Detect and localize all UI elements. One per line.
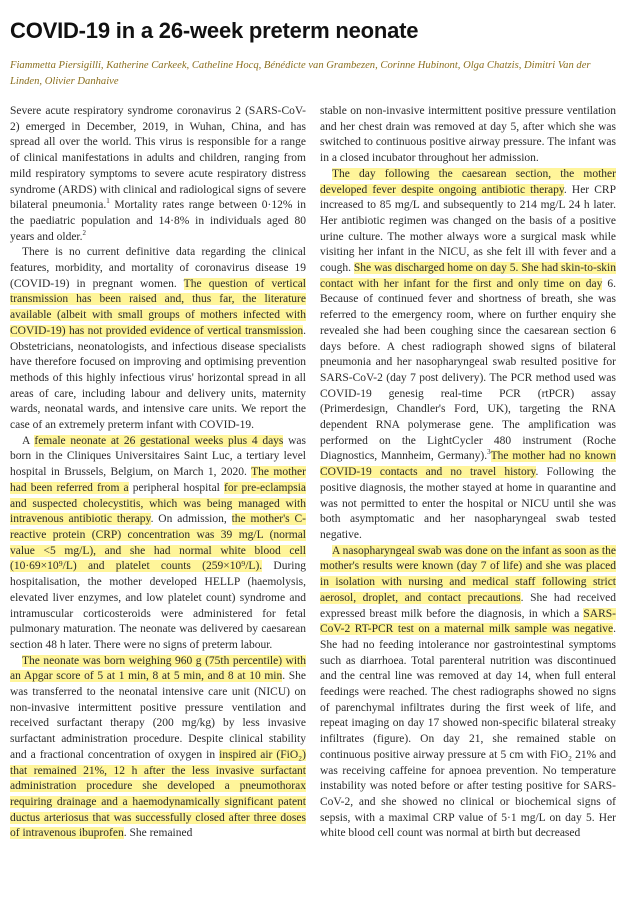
paragraph-vertical-transmission: There is no current definitive data regarding the clinical features, morbidity, and mortality of coronavirus disease 19 (COVID-19) in pregnant women. The question of vertical transmission has been raised and, thus far, the literature available (albeit with small groups of mothers infected with COVID-19) has not provided evidence of vertical transmission. Obstetricians, neonatologists, and infectious disease specialists have therefore focused on improving and optimising prevention methods of this highly infectious virus' horizontal spread in all areas of care, including labour and delivery units, maternity wards, neonatal wards, and intensive care units. We report the case of an extremely preterm infant with COVID-19. — [10, 246, 306, 432]
highlight: for pre-eclampsia and suspected cholecystitis, which was being managed with intravenous antibiotic therapy — [10, 481, 306, 526]
paragraph-intro: Severe acute respiratory syndrome coronavirus 2 (SARS-CoV-2) emerged in December, 2019, in Wuhan, China, and has spread all over the world. This virus is responsible for a range of clinical manifestations in adults and children, ranging from mild respiratory symptoms to severe acute respiratory distress syndrome (ARDS) with clinical and radiological signs of severe bilateral pneumonia.$^1$ Mortality rates range between 0·12% in the paediatric population and 14·8% in individuals aged 80 years and older.$^2$ — [10, 105, 306, 243]
left-column — [10, 104, 306, 842]
highlight: The mother had no known COVID-19 contacts and no travel history — [320, 450, 616, 479]
article-title: COVID-19 in a 26-week preterm neonate — [10, 18, 419, 43]
highlight: The day following the caesarean section, the mother developed fever despite ongoing antibiotic therapy — [320, 167, 616, 196]
highlight: female neonate at 26 gestational weeks plus 4 days — [34, 434, 284, 447]
paragraph-infant-testing: A nasopharyngeal swab was done on the infant as soon as the mother's results were known (day 7 of life) and she was placed in isolation with nursing and medical staff following strict aerosol, droplet, and contact precautions. She had received expressed breast milk before the diagnosis, in which a SARS-CoV-2 RT-PCR test on a maternal milk sample was negative. She had no feeding intolerance nor gastrointestinal symptoms such as diarrhoea. Total parenteral nutrition was discontinued and the central line was removed at day 14, when full enteral feedings were reached. The chest radiographs showed no signs of parenchymal infiltrates during the first week of life, and repeat imaging on day 17 showed non-specific bilateral streaky infiltrates (figure). On day 21, she remained stable on continuous positive airway pressure at 5 cm with FiO₂ 21% and was receiving caffeine for apnoea prevention. No temperature instability was noted before or after testing positive for SARS-CoV-2, and she showed no clinical or biochemical signs of sepsis, with a maximal CRP value of 5·1 mg/L on day 5. Her white blood cell count was normal at birth but decreased — [320, 544, 616, 840]
highlight: SARS-CoV-2 RT-PCR test on a maternal milk sample was negative — [320, 607, 616, 636]
highlight: inspired air (FiO₂) that remained 21%, 12 h after the less invasive surfactant administration procedure she developed a pneumothorax requiring drainage and a haemodynamically significant patent ductus arteriosus that was successfully closed after three doses of intravenous ibuprofen — [10, 748, 306, 840]
author-list: Fiammetta Piersigilli, Katherine Carkeek, Catheline Hocq, Bénédicte van Grambezen, Corinne Hubinont, Olga Chatzis, Dimitri Van der Linden, Olivier Danhaive — [10, 60, 591, 87]
paragraph-mother-course: The day following the caesarean section, the mother developed fever despite ongoing antibiotic therapy. Her CRP increased to 85 mg/L and subsequently to 214 mg/L 24 h later. Her antibiotic regimen was changed on the basis of a positive urine culture. The mother always wore a surgical mask while visiting her infant in the NICU, as she felt ill with fever and a cough. She was discharged home on day 5. She had skin-to-skin contact with her infant for the first and only time on day 6. Because of continued fever and shortness of breath, she was referred to the emergency room, where on further enquiry she revealed she had been coughing since the caesarean section 6 days before. A chest radiograph showed signs of bilateral pneumonia and her nasopharyngeal swab resulted positive for SARS-CoV-2 (day 7 post delivery). The PCR method used was COVID-19 genesig real-time PCR (rtPCR) assay (Primerdesign, Chandler's Ford, UK), targeting the RNA dependent RNA polymerase gene. The amplification was performed on the LightCycler 480 instrument (Roche Diagnostics, Mannheim, Germany).$^3$The mother had no known COVID-19 contacts and no travel history. Following the positive diagnosis, the mother stayed at home in quarantine and was not permitted to enter the hospital or NICU until she was both asymptomatic and her nasopharyngeal swab tested negative. — [320, 167, 617, 541]
highlight: the mother's C-reactive protein (CRP) concentration was 39 mg/L (normal value <5 mg/L), and she had normal white blood cell (10·69×10⁹/L) and platelet counts (259×10⁹/L). — [10, 513, 307, 573]
paragraph-case: A female neonate at 26 gestational weeks plus 4 days was born in the Cliniques Universitaires Saint Luc, a tertiary level hospital in Brussels, Belgium, on March 1, 2020. The mother had been referred from a peripheral hospital for pre-eclampsia and suspected cholecystitis, which was being managed with intravenous antibiotic therapy. On admission, the mother's C-reactive protein (CRP) concentration was 39 mg/L (normal value <5 mg/L), and she had normal white blood cell (10·69×10⁹/L) and platelet counts (259×10⁹/L). During hospitalisation, the mother developed HELLP (haemolysis, elevated liver enzymes, and low platelet count) syndrome and intramuscular corticosteroids were administered for fetal pulmonary maturation. The neonate was delivered by caesarean section 48 h later. There were no signs of preterm labour. — [10, 434, 307, 651]
highlight: The neonate was born weighing 960 g (75th percentile) with an Apgar score of 5 at 1 min, 8 at 5 min, and 8 at 10 min — [10, 654, 306, 683]
highlight: She was discharged home on day 5. She had skin-to-skin contact with her infant for the first and only time on day — [320, 262, 616, 290]
highlight: The mother had been referred from a — [10, 466, 306, 494]
paragraph-continuation: stable on non-invasive intermittent positive pressure ventilation and her chest drain was removed at day 5, after which she was switched to continuous positive airway pressure. The infant was in a closed incubator throughout her admission. — [320, 105, 616, 165]
paragraph-birth: The neonate was born weighing 960 g (75th percentile) with an Apgar score of 5 at 1 min, 8 at 5 min, and 8 at 10 min. She was transferred to the neonatal intensive care unit (NICU) on non-invasive intermittent positive pressure ventilation and received surfactant therapy (200 mg/kg) by less invasive surfactant administration procedure. Despite clinical stability and a fractional concentration of oxygen in inspired air (FiO₂) that remained 21%, 12 h after the less invasive surfactant administration procedure she developed a pneumothorax requiring drainage and a haemodynamically significant patent ductus arteriosus that was successfully closed after three doses of intravenous ibuprofen. She remained — [10, 654, 306, 840]
highlight: A nasopharyngeal swab was done on the infant as soon as the mother's results were known (day 7 of life) and she was placed in isolation with nursing and medical staff following strict aerosol, droplet, and contact precautions — [320, 544, 616, 604]
highlight: The question of vertical transmission has been raised and, thus far, the literature available (albeit with small groups of mothers infected with COVID-19) has not provided evidence of vertical transmission — [10, 277, 306, 337]
right-column — [320, 104, 616, 842]
